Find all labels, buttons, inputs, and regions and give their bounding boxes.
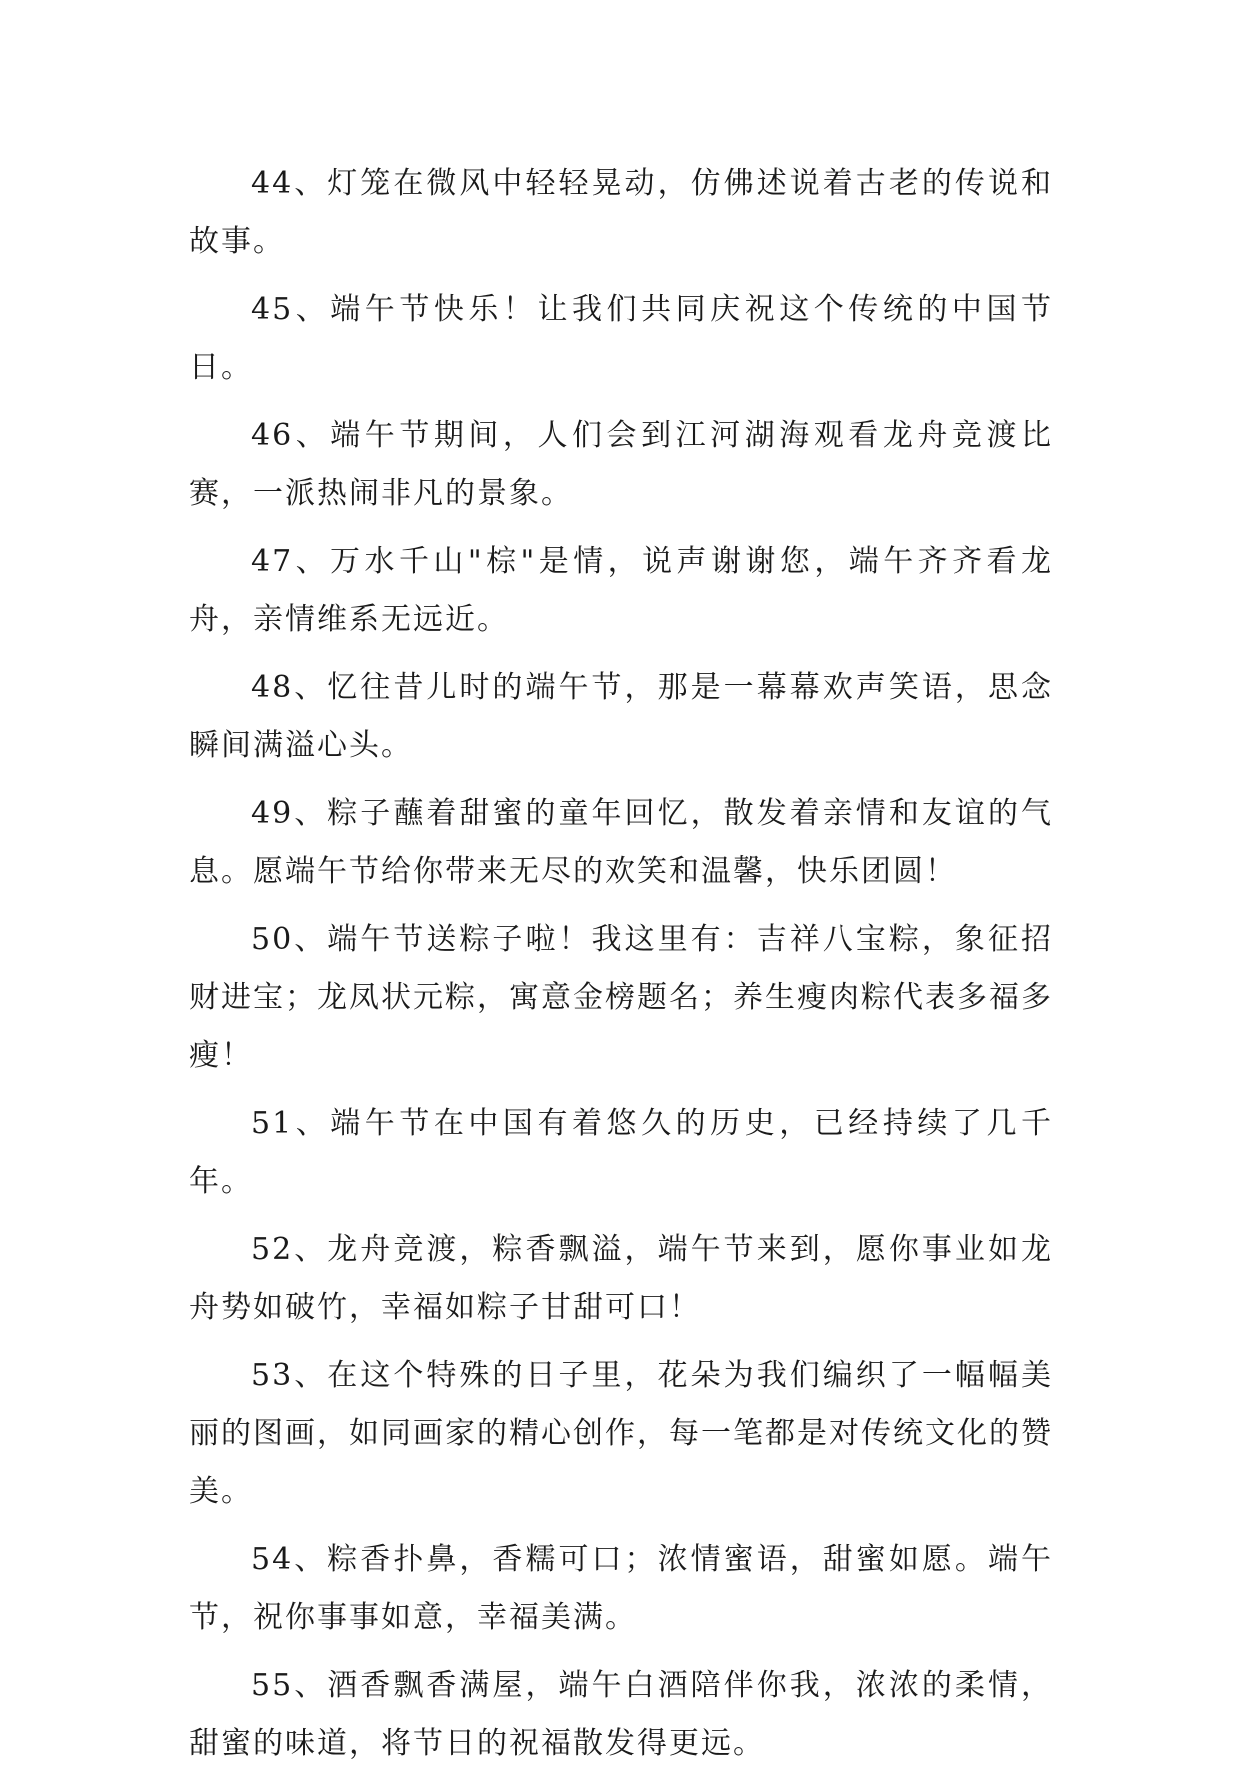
paragraph-45: 45、端午节快乐！让我们共同庆祝这个传统的中国节日。 xyxy=(189,292,1053,385)
paragraph-52: 52、龙舟竞渡，粽香飘溢，端午节来到，愿你事业如龙舟势如破竹，幸福如粽子甘甜可口！ xyxy=(189,1232,1053,1325)
paragraph-49: 49、粽子蘸着甜蜜的童年回忆，散发着亲情和友谊的气息。愿端午节给你带来无尽的欢笑和温馨，快乐团圆！ xyxy=(189,796,1053,889)
paragraph-54: 54、粽香扑鼻，香糯可口；浓情蜜语，甜蜜如愿。端午节，祝你事事如意，幸福美满。 xyxy=(189,1542,1053,1635)
paragraph-44: 44、灯笼在微风中轻轻晃动，仿佛述说着古老的传说和故事。 xyxy=(189,166,1053,259)
paragraph-47: 47、万水千山"棕"是情，说声谢谢您，端午齐齐看龙舟，亲情维系无远近。 xyxy=(189,544,1053,637)
paragraph-46: 46、端午节期间，人们会到江河湖海观看龙舟竞渡比赛，一派热闹非凡的景象。 xyxy=(189,418,1053,511)
paragraph-50: 50、端午节送粽子啦！我这里有：吉祥八宝粽，象征招财进宝；龙凤状元粽，寓意金榜题名；养生瘦肉粽代表多福多瘦！ xyxy=(189,922,1053,1073)
paragraph-55: 55、酒香飘香满屋，端午白酒陪伴你我，浓浓的柔情，甜蜜的味道，将节日的祝福散发得更远。 xyxy=(189,1668,1053,1761)
paragraph-53: 53、在这个特殊的日子里，花朵为我们编织了一幅幅美丽的图画，如同画家的精心创作，每一笔都是对传统文化的赞美。 xyxy=(189,1358,1053,1509)
paragraph-48: 48、忆往昔儿时的端午节，那是一幕幕欢声笑语，思念瞬间满溢心头。 xyxy=(189,670,1053,763)
document-body xyxy=(189,155,1053,1783)
paragraph-51: 51、端午节在中国有着悠久的历史，已经持续了几千年。 xyxy=(189,1106,1053,1199)
